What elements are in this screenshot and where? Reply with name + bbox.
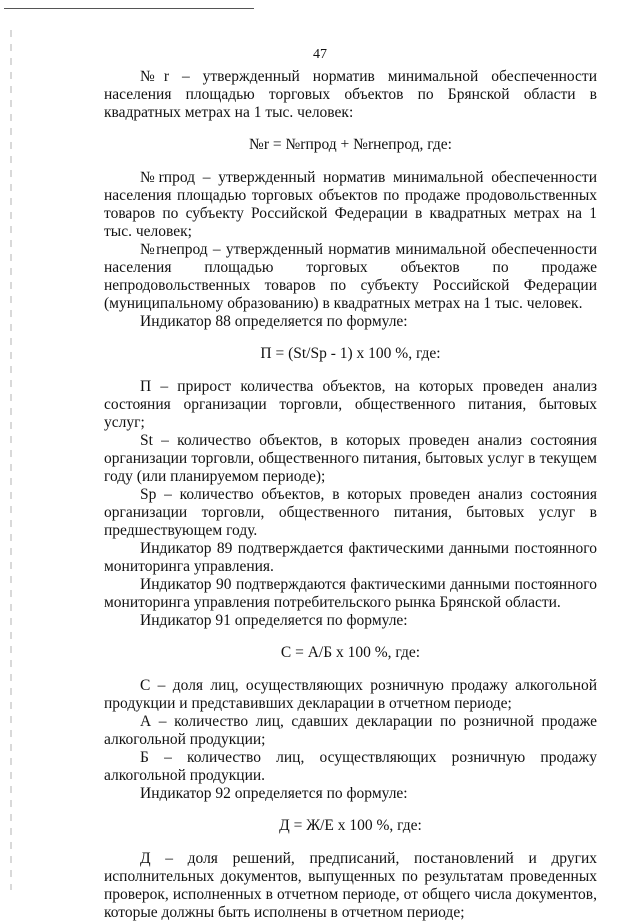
paragraph: №r – утвержденный норматив минимальной обеспеченности населения площадью торговых объектов по Брянской области в квадратных метрах на 1 тыс. человек:	[104, 68, 597, 121]
formula: №r = №rпрод + №rнепрод, где:	[249, 136, 452, 153]
paragraph: №rпрод – утвержденный норматив минимальной обеспеченности населения площадью торговых объектов по продаже продовольственных товаров по субъекту Российской Федерации в квадратных метрах на 1 тыс. человек;	[104, 169, 597, 240]
paragraph: №rнепрод – утвержденный норматив минимальной обеспеченности населения площадью торговых объектов по продаже непродовольственных товаров по субъекту Российской Федерации (муниципальному образованию) в квадратных метрах на 1 тыс. человек.	[104, 241, 597, 312]
paragraph: А – количество лиц, сдавших декларации по розничной продаже алкогольной продукции;	[104, 713, 597, 748]
formula: Д = Ж/Е х 100 %, где:	[279, 817, 422, 834]
paragraph: П – прирост количества объектов, на которых проведен анализ состояния организации торговли, общественного питания, бытовых услуг;	[104, 378, 597, 431]
document-body	[104, 68, 597, 922]
paragraph: Индикатор 90 подтверждаются фактическими данными постоянного мониторинга управления потребительского рынка Брянской области.	[104, 576, 597, 611]
page-number: 47	[313, 47, 327, 62]
top-rule	[4, 8, 254, 9]
formula: П = (St/Sp - 1) х 100 %, где:	[260, 345, 441, 362]
paragraph: Индикатор 91 определяется по формуле:	[140, 612, 408, 629]
paragraph: St – количество объектов, в которых проведен анализ состояния организации торговли, общественного питания, бытовых услуг в текущем году (или планируемом периоде);	[104, 432, 597, 485]
binding-edge-marks	[10, 30, 12, 890]
paragraph: Индикатор 89 подтверждается фактическими данными постоянного мониторинга управления.	[104, 540, 597, 575]
formula: С = А/Б х 100 %, где:	[280, 644, 421, 661]
paragraph: Индикатор 92 определяется по формуле:	[140, 785, 408, 802]
paragraph: Б – количество лиц, осуществляющих розничную продажу алкогольной продукции.	[104, 749, 597, 784]
paragraph: Индикатор 88 определяется по формуле:	[140, 313, 408, 330]
paragraph: Sp – количество объектов, в которых проведен анализ состояния организации торговли, общественного питания, бытовых услуг в предшествующем году.	[104, 486, 597, 539]
paragraph: Д – доля решений, предписаний, постановлений и других исполнительных документов, выпущенных по результатам проведенных проверок, исполненных в отчетном периоде, от общего числа документов, которые должны быть исполнены в отчетном периоде;	[104, 850, 597, 921]
paragraph: С – доля лиц, осуществляющих розничную продажу алкогольной продукции и представивших декларации в отчетном периоде;	[104, 677, 597, 712]
